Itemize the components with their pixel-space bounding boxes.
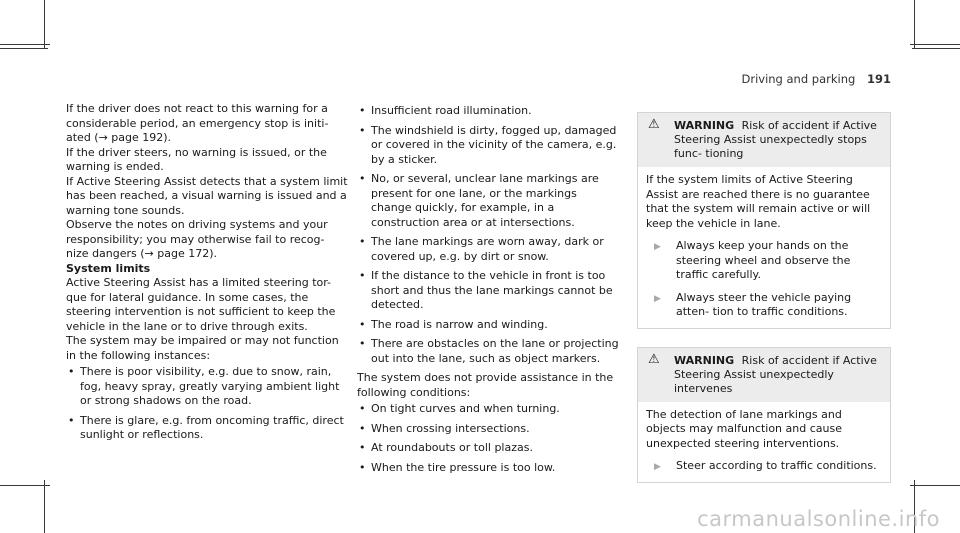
arrow-right-icon: ▶	[654, 293, 661, 304]
crop-mark	[0, 44, 50, 45]
warning-title: Risk of accident if Active Steering Assist unexpectedly intervenes	[674, 353, 877, 395]
crop-mark	[912, 48, 960, 49]
list-item: • If the distance to the vehicle in front is too short and thus the lane markings cannot be detected.	[357, 269, 619, 313]
arrow-right-icon: ▶	[654, 242, 661, 252]
list-item: • At roundabouts or toll plazas.	[357, 441, 619, 456]
paragraph: If Active Steering Assist detects that a system limit has been reached, a visual warning is issued and a warning tone sounds.	[66, 174, 348, 217]
list-item: • No, or several, unclear lane markings are present for one lane, or the markings change quickly, for example, in a construction area or at intersections.	[357, 172, 619, 230]
column-2	[357, 102, 619, 480]
instruction-step	[646, 459, 882, 474]
list-item: • On tight curves and when turning.	[357, 402, 619, 417]
warning-label: WARNING	[674, 353, 735, 367]
list-item: • When the tire pressure is too low.	[357, 461, 619, 476]
list-item: • The lane markings are worn away, dark or covered up, e.g. by dirt or snow.	[357, 235, 619, 264]
paragraph: Active Steering Assist has a limited steering tor- que for lateral guidance. In some cases, the steering intervention is not sufficient to keep the vehicle in the lane or to drive through exits.	[66, 276, 336, 333]
step-text: Always steer the vehicle paying atten- tion to traffic conditions.	[676, 290, 852, 318]
warning-box	[637, 112, 891, 329]
crop-mark	[914, 0, 915, 48]
bullet-list	[357, 402, 619, 475]
paragraph: The system may be impaired or may not function in the following instances:	[66, 334, 339, 362]
bullet-list	[66, 365, 348, 443]
paragraph: If the driver steers, no warning is issued, or the warning is ended.	[66, 145, 327, 173]
step-text: Steer according to traffic conditions.	[676, 459, 877, 472]
column-1	[66, 102, 348, 448]
list-item: • The road is narrow and winding.	[357, 318, 619, 333]
list-item: • The windshield is dirty, fogged up, damaged or covered in the vicinity of the camera, e.g. by a sticker.	[357, 124, 619, 168]
warning-title: Risk of accident if Active Steering Assist unexpectedly stops func- tioning	[674, 119, 877, 160]
list-item: • There is poor visibility, e.g. due to snow, rain, fog, heavy spray, greatly varying ambient light or strong shadows on the road.	[66, 365, 348, 409]
crop-mark	[0, 48, 48, 49]
warning-body	[638, 402, 890, 482]
list-item: • There is glare, e.g. from oncoming traffic, direct sunlight or reflections.	[66, 414, 348, 443]
watermark: carmanualsonline.info	[697, 507, 940, 531]
section-heading: System limits	[66, 261, 151, 275]
page-number: 191	[866, 72, 891, 86]
warning-triangle-icon: ⚠	[648, 117, 660, 132]
instruction-step	[646, 291, 882, 320]
column-3	[637, 112, 891, 501]
step-text: Always keep your hands on the steering wheel and observe the traffic carefully.	[676, 239, 851, 281]
paragraph: The system does not provide assistance in the following conditions:	[357, 371, 614, 399]
paragraph: Observe the notes on driving systems and your responsibility; you may otherwise fail to recog- nize dangers (→ page 172).	[66, 218, 328, 260]
crop-mark	[910, 485, 960, 486]
crop-mark	[44, 480, 45, 533]
section-title: Driving and parking	[741, 72, 856, 86]
warning-box	[637, 347, 891, 483]
instruction-step	[646, 239, 882, 283]
warning-label: WARNING	[674, 119, 735, 132]
crop-mark	[910, 44, 960, 45]
list-item: • There are obstacles on the lane or projecting out into the lane, such as object markers.	[357, 337, 619, 366]
arrow-right-icon: ▶	[654, 462, 661, 472]
paragraph: If the driver does not react to this warning for a considerable period, an emergency stop is initi- ated (→ page 192).	[66, 102, 329, 144]
running-header	[741, 72, 891, 86]
warning-header	[638, 348, 890, 402]
list-item: • Insufficient road illumination.	[357, 104, 619, 119]
crop-mark	[0, 485, 50, 486]
paragraph: The detection of lane markings and objects may malfunction and cause unexpected steering interventions.	[646, 407, 842, 450]
warning-triangle-icon: ⚠	[648, 351, 660, 367]
bullet-list	[357, 104, 619, 366]
list-item: • When crossing intersections.	[357, 422, 619, 437]
warning-body	[638, 167, 890, 328]
crop-mark	[44, 0, 45, 48]
paragraph: If the system limits of Active Steering Assist are reached there is no guarantee that the system will remain active or will keep the vehicle in lane.	[646, 173, 871, 230]
warning-header	[638, 113, 890, 167]
